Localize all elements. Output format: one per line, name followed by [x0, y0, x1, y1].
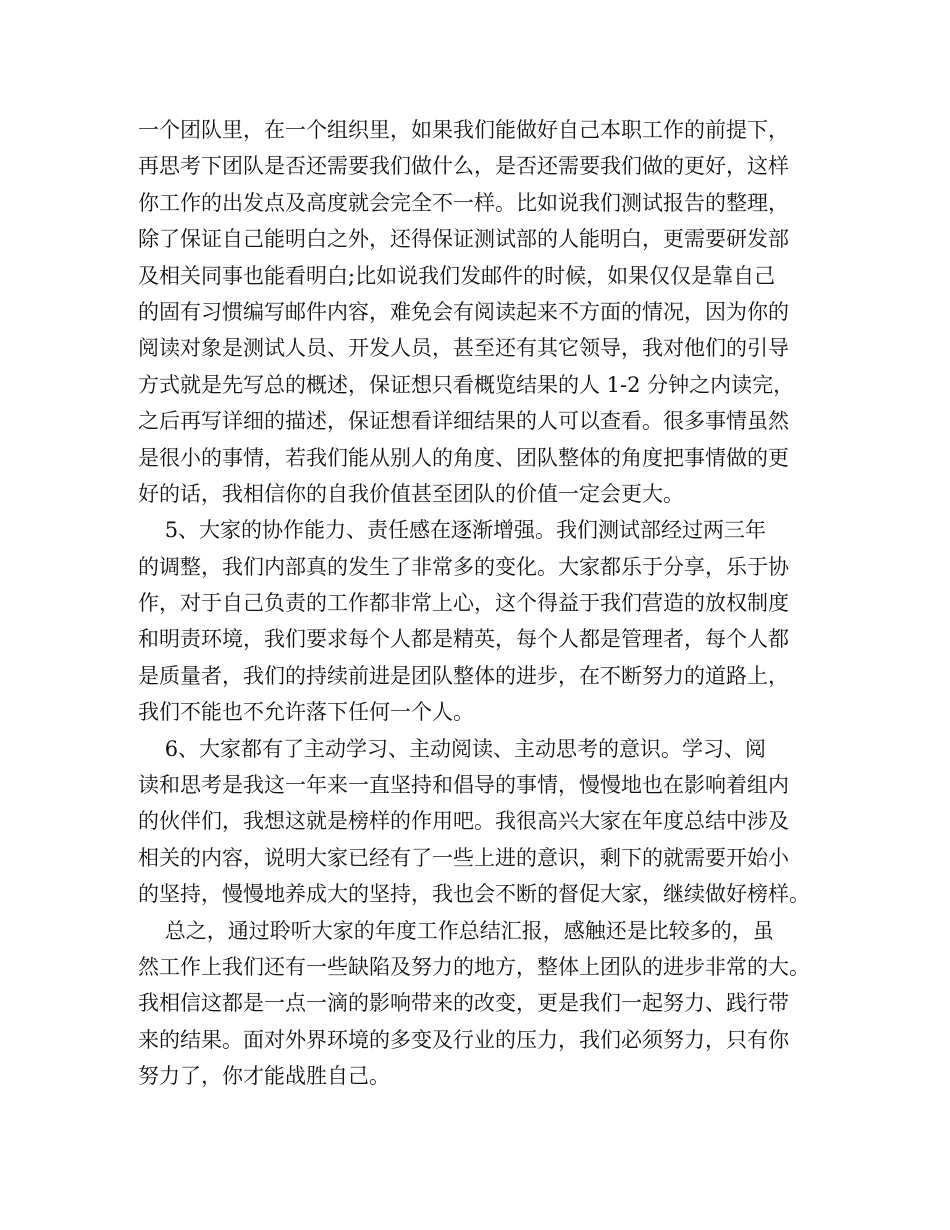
text-line: 6、大家都有了主动学习、主动阅读、主动思考的意识。学习、阅 [138, 736, 767, 761]
text-line: 阅读对象是测试人员、开发人员，甚至还有其它领导，我对他们的引导 [138, 336, 789, 361]
text-line: 和明责环境，我们要求每个人都是精英，每个人都是管理者，每个人都 [138, 627, 789, 652]
text-line: 然工作上我们还有一些缺陷及努力的地方，整体上团队的进步非常的大。 [138, 954, 810, 979]
text-line: 的调整，我们内部真的发生了非常多的变化。大家都乐于分享，乐于协 [138, 554, 789, 579]
text-line: 的伙伴们，我想这就是榜样的作用吧。我很高兴大家在年度总结中涉及 [138, 809, 789, 834]
text-line: 来的结果。面对外界环境的多变及行业的压力，我们必须努力，只有你 [138, 1027, 789, 1052]
text-line: 相关的内容，说明大家已经有了一些上进的意识，剩下的就需要开始小 [138, 845, 789, 870]
text-line: 我相信这都是一点一滴的影响带来的改变，更是我们一起努力、践行带 [138, 991, 789, 1016]
text-line: 的坚持，慢慢地养成大的坚持，我也会不断的督促大家，继续做好榜样。 [138, 882, 810, 907]
text-line: 除了保证自己能明白之外，还得保证测试部的人能明白，更需要研发部 [138, 227, 789, 252]
text-line: 再思考下团队是否还需要我们做什么，是否还需要我们做的更好，这样 [138, 154, 789, 179]
text-line: 的固有习惯编写邮件内容，难免会有阅读起来不方面的情况，因为你的 [138, 299, 789, 324]
text-line: 好的话，我相信你的自我价值甚至团队的价值一定会更大。 [138, 481, 684, 506]
text-line: 是很小的事情，若我们能从别人的角度、团队整体的角度把事情做的更 [138, 445, 789, 470]
text-line: 我们不能也不允许落下任何一个人。 [138, 700, 474, 725]
text-line: 读和思考是我这一年来一直坚持和倡导的事情，慢慢地也在影响着组内 [138, 773, 789, 798]
text-line: 努力了，你才能战胜自己。 [138, 1064, 390, 1089]
text-line: 是质量者，我们的持续前进是团队整体的进步，在不断努力的道路上， [138, 663, 789, 688]
text-line: 方式就是先写总的概述，保证想只看概览结果的人 1-2 分钟之内读完， [138, 372, 795, 397]
text-line: 总之，通过聆听大家的年度工作总结汇报，感触还是比较多的，虽 [138, 918, 774, 943]
text-line: 作，对于自己负责的工作都非常上心，这个得益于我们营造的放权制度 [138, 591, 789, 616]
text-line: 之后再写详细的描述，保证想看详细结果的人可以查看。很多事情虽然 [138, 409, 789, 434]
text-line: 一个团队里，在一个组织里，如果我们能做好自己本职工作的前提下， [138, 118, 789, 142]
text-line: 及相关同事也能看明白;比如说我们发邮件的时候，如果仅仅是靠自己 [138, 263, 776, 288]
text-line: 5、大家的协作能力、责任感在逐渐增强。我们测试部经过两三年 [138, 518, 767, 543]
body-text [138, 112, 828, 1095]
text-line: 你工作的出发点及高度就会完全不一样。比如说我们测试报告的整理， [138, 190, 789, 215]
